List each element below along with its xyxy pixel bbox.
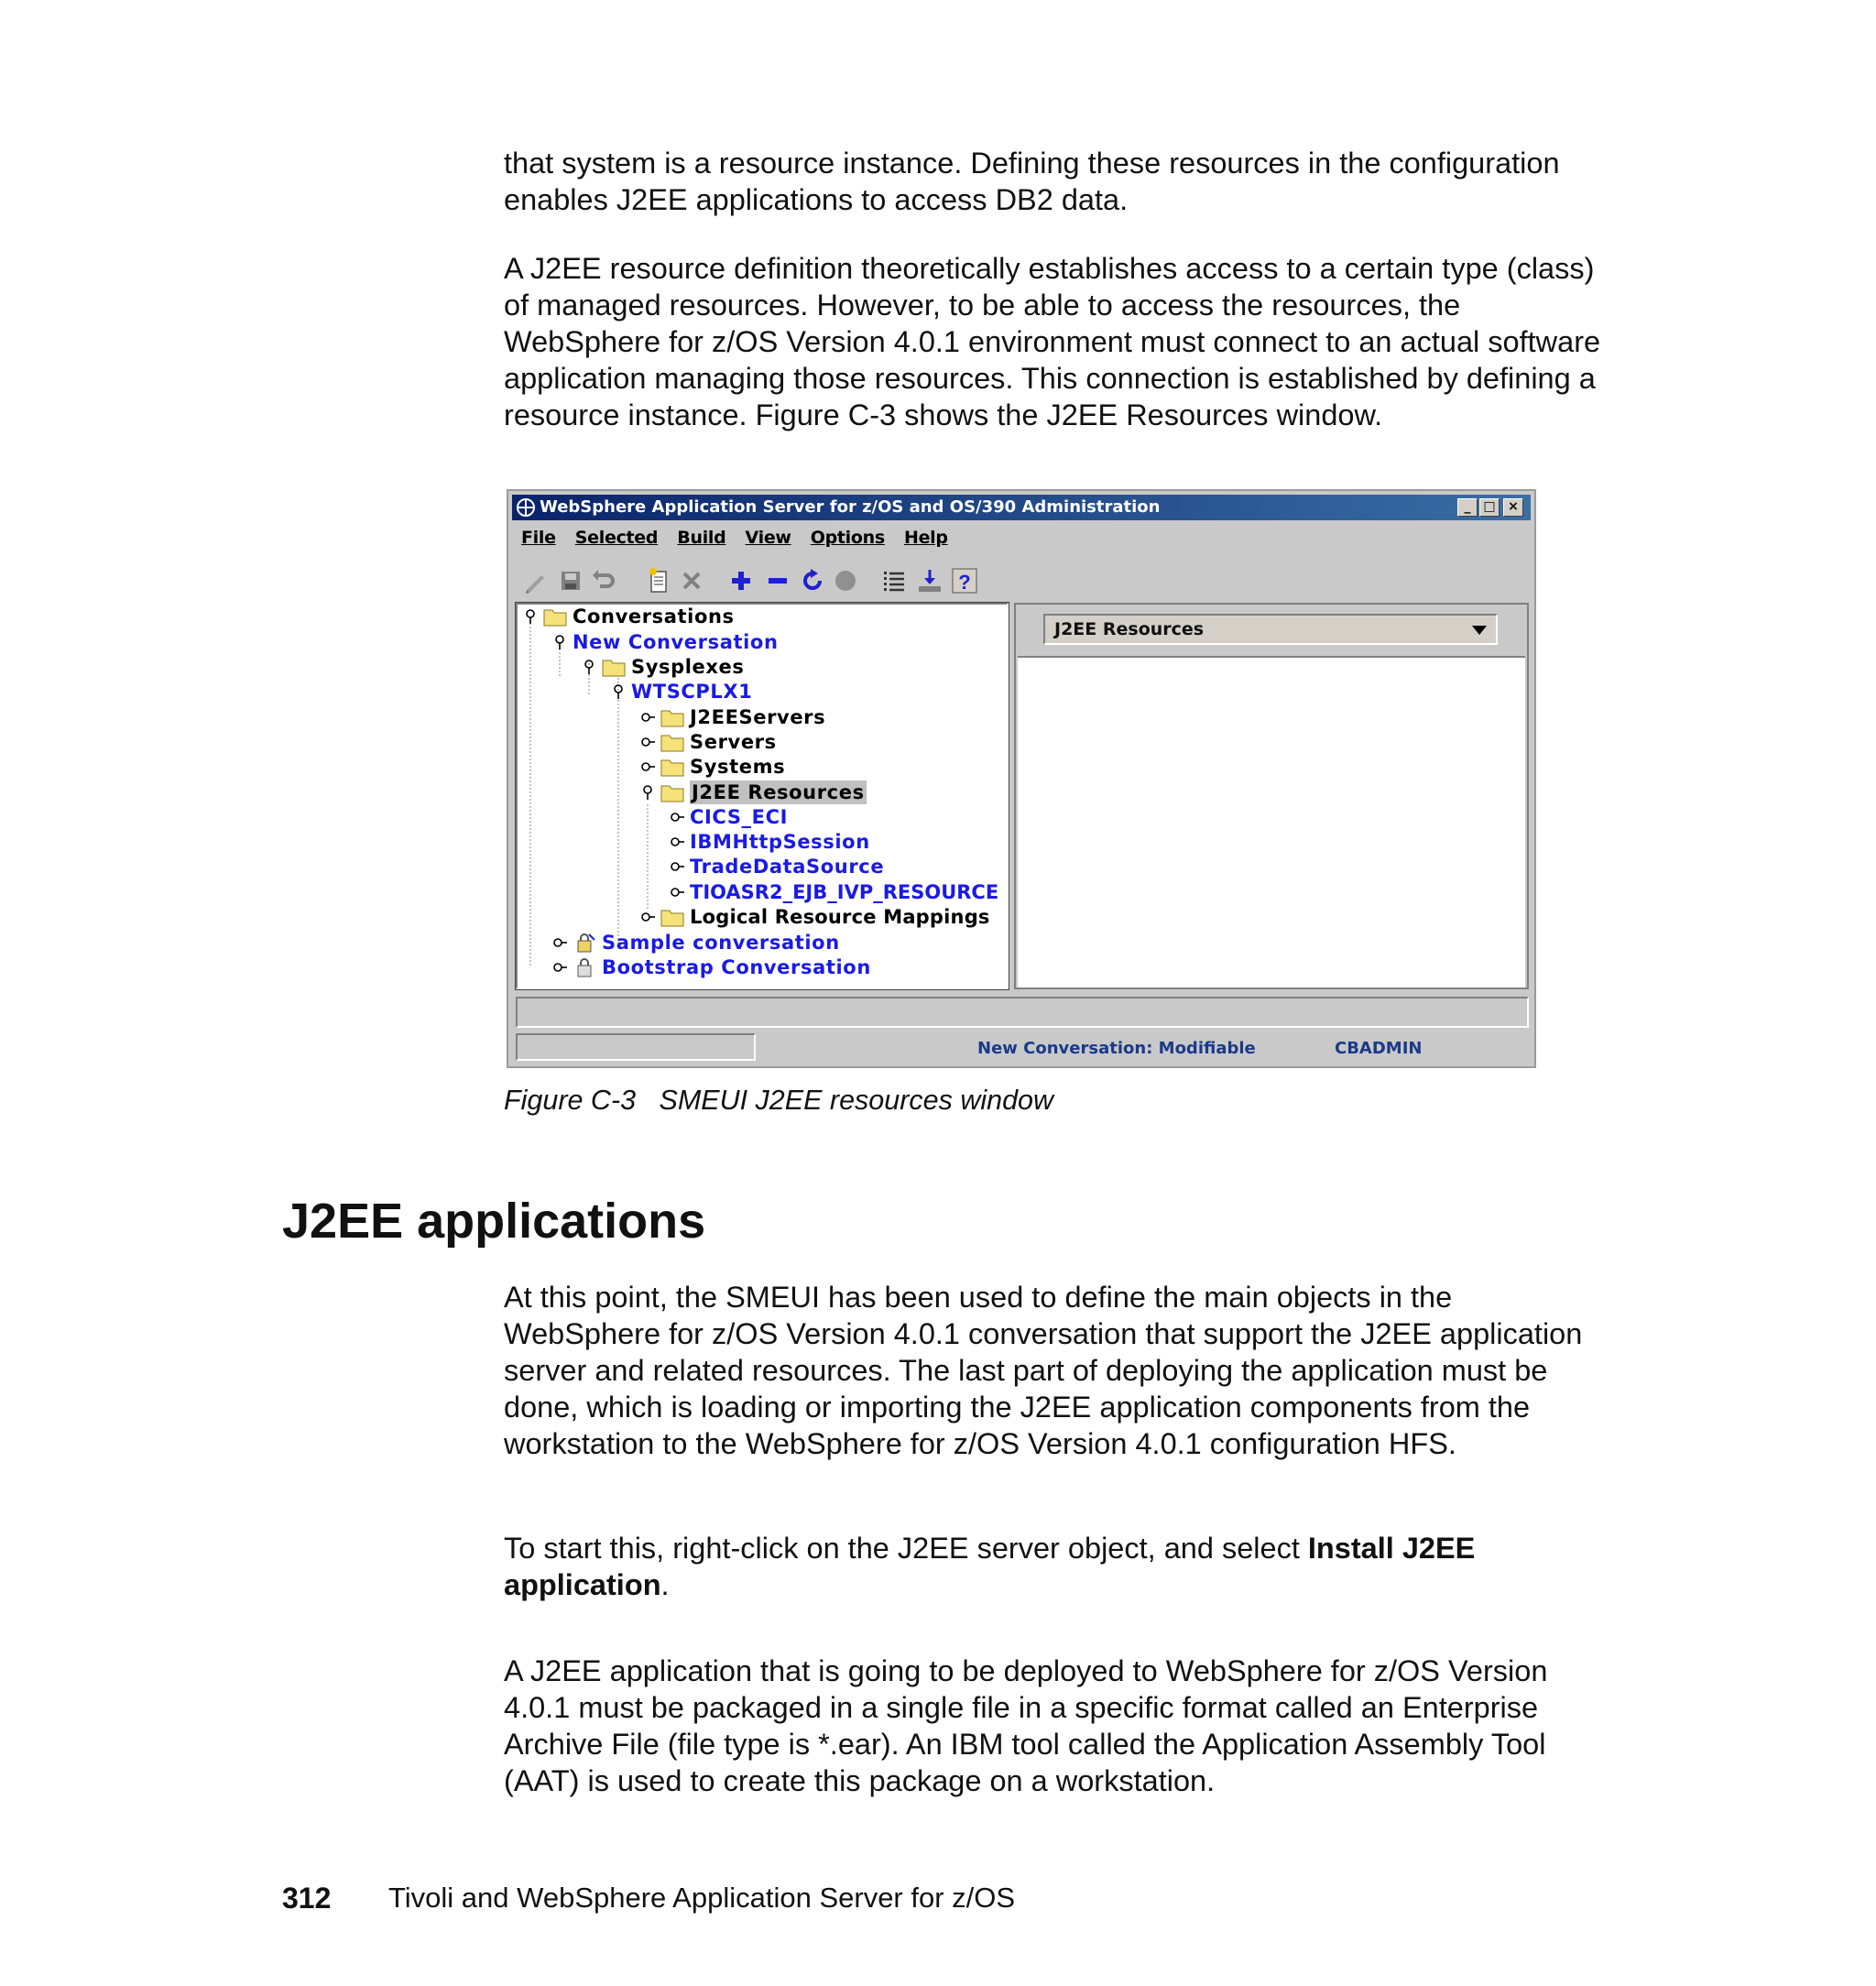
- tree-label-systems: Systems: [690, 756, 786, 778]
- tree-label-tradedatasource: TradeDataSource: [690, 856, 885, 878]
- delete-icon[interactable]: [677, 566, 706, 595]
- install-j2ee-application-term: Install J2EE application: [504, 1532, 1476, 1601]
- body-paragraph-2: A J2EE resource definition theoretically establishes access to a certain type (class) of managed resources. However, to be able to access the resources, the WebSphere for z/OS Version 4.0.1 environment must connect to an actual software application managing those resources. This connection is established by defining a resource instance. Figure C-3 shows the J2EE Resources window.: [504, 252, 1601, 431]
- title-bar: [512, 495, 1531, 520]
- tree-label-sysplexes: Sysplexes: [631, 656, 745, 678]
- undo-icon[interactable]: [589, 566, 618, 595]
- pencil-icon[interactable]: [521, 566, 551, 595]
- message-field: [516, 997, 1529, 1028]
- folder-icon: [660, 732, 684, 752]
- section-heading: J2EE applications: [282, 1194, 706, 1249]
- minimize-button[interactable]: _: [1457, 498, 1478, 517]
- collapsed-handle-icon[interactable]: [670, 809, 684, 825]
- menu-file[interactable]: File: [521, 528, 556, 548]
- close-button[interactable]: ×: [1503, 498, 1523, 517]
- tree-label-bootstrap-conversation: Bootstrap Conversation: [602, 956, 871, 978]
- window-title: WebSphere Application Server for z/OS and OS/390 Administration: [540, 497, 1161, 517]
- lock-edit-icon: [573, 933, 596, 953]
- page-number: 312: [282, 1882, 332, 1915]
- menu-selected[interactable]: Selected: [574, 528, 659, 548]
- folder-icon: [660, 907, 684, 927]
- help-icon[interactable]: [950, 566, 979, 595]
- collapsed-handle-icon[interactable]: [640, 909, 655, 925]
- tree-label-new-conversation: New Conversation: [573, 631, 779, 653]
- expanded-handle-icon[interactable]: [582, 659, 596, 675]
- resource-tree: [516, 603, 1009, 989]
- folder-icon: [543, 606, 567, 627]
- tree-label-j2ee-resources: J2EE Resources: [692, 781, 865, 803]
- tree-label-tioasr2: TIOASR2_EJB_IVP_RESOURCE: [690, 881, 999, 903]
- menu-view[interactable]: View: [745, 528, 791, 548]
- tree-label-servers: Servers: [690, 731, 777, 753]
- resource-type-dropdown[interactable]: [1043, 614, 1498, 645]
- admin-window: [507, 489, 1536, 1068]
- expanded-handle-icon[interactable]: [523, 608, 538, 625]
- tree-label-ibmhttpsession: IBMHttpSession: [690, 831, 870, 853]
- collapsed-handle-icon[interactable]: [640, 734, 655, 750]
- expanded-handle-icon[interactable]: [552, 634, 567, 650]
- install-icon[interactable]: [915, 566, 944, 595]
- collapsed-handle-icon[interactable]: [670, 884, 684, 900]
- collapsed-handle-icon[interactable]: [552, 934, 567, 951]
- remove-icon[interactable]: [763, 566, 792, 595]
- collapsed-handle-icon[interactable]: [670, 834, 684, 850]
- collapsed-handle-icon[interactable]: [640, 709, 655, 726]
- collapsed-handle-icon[interactable]: [640, 758, 655, 775]
- progress-bar: [516, 1033, 756, 1061]
- websphere-logo-icon: [516, 497, 536, 518]
- folder-icon: [660, 757, 684, 777]
- status-mode: New Conversation: Modifiable: [977, 1039, 1256, 1058]
- folder-icon: [602, 657, 626, 677]
- folder-icon: [660, 782, 684, 802]
- status-user: CBADMIN: [1335, 1039, 1423, 1058]
- tree-label-sample-conversation: Sample conversation: [602, 932, 840, 954]
- maximize-button[interactable]: □: [1479, 498, 1500, 517]
- toolbar: [519, 564, 1527, 597]
- detail-pane: [1014, 603, 1529, 989]
- chevron-down-icon[interactable]: [1472, 626, 1487, 635]
- body-paragraph-1: that system is a resource instance. Defining these resources in the configuration enables J2EE applications to access DB2 data.: [504, 147, 1560, 216]
- body-paragraph-3: At this point, the SMEUI has been used to define the main objects in the WebSphere for z/OS Version 4.0.1 conversation that support the J2EE application server and related resources. The last part of deploying the application must be done, which is loading or importing the J2EE application components from the workstation to the WebSphere for z/OS Version 4.0.1 configuration HFS.: [504, 1281, 1583, 1460]
- book-title: Tivoli and WebSphere Application Server for z/OS: [388, 1882, 1016, 1914]
- tree-label-wtscplx1: WTSCPLX1: [631, 681, 753, 703]
- expanded-handle-icon[interactable]: [611, 683, 626, 700]
- menu-bar: [521, 528, 963, 555]
- stop-icon[interactable]: [831, 566, 860, 595]
- body-paragraph-5: A J2EE application that is going to be deployed to WebSphere for z/OS Version 4.0.1 must be packaged in a single file in a specific format called an Enterprise Archive File (file type is *.ear). An IBM tool called the Application Assembly Tool (AAT) is used to create this package on a workstation.: [504, 1654, 1548, 1797]
- save-icon[interactable]: [556, 566, 585, 595]
- list-icon[interactable]: [880, 566, 910, 595]
- tree-label-logical-mappings: Logical Resource Mappings: [690, 906, 990, 928]
- collapsed-handle-icon[interactable]: [670, 858, 684, 875]
- refresh-icon[interactable]: [798, 566, 827, 595]
- para4-end: .: [660, 1568, 670, 1601]
- menu-options[interactable]: Options: [810, 528, 885, 548]
- tree-label-cics-eci: CICS_ECI: [690, 806, 789, 828]
- lock-icon: [573, 957, 596, 977]
- menu-build[interactable]: Build: [677, 528, 726, 548]
- body-paragraph-4: [504, 1530, 1603, 1603]
- para4-text: To start this, right-click on the J2EE server object, and select: [504, 1532, 1308, 1565]
- dropdown-value: J2EE Resources: [1054, 619, 1205, 639]
- new-document-icon[interactable]: [644, 566, 673, 595]
- tree-label-conversations: Conversations: [573, 606, 735, 627]
- tree-label-j2eeservers: J2EEServers: [690, 706, 826, 728]
- add-icon[interactable]: [726, 566, 756, 595]
- folder-icon: [660, 707, 684, 727]
- collapsed-handle-icon[interactable]: [552, 959, 567, 976]
- menu-help[interactable]: Help: [903, 528, 948, 548]
- svg-text:?: ?: [958, 571, 971, 594]
- expanded-handle-icon[interactable]: [640, 784, 655, 801]
- figure-caption: Figure C-3 SMEUI J2EE resources window: [504, 1085, 1054, 1116]
- detail-content-area: [1018, 656, 1525, 988]
